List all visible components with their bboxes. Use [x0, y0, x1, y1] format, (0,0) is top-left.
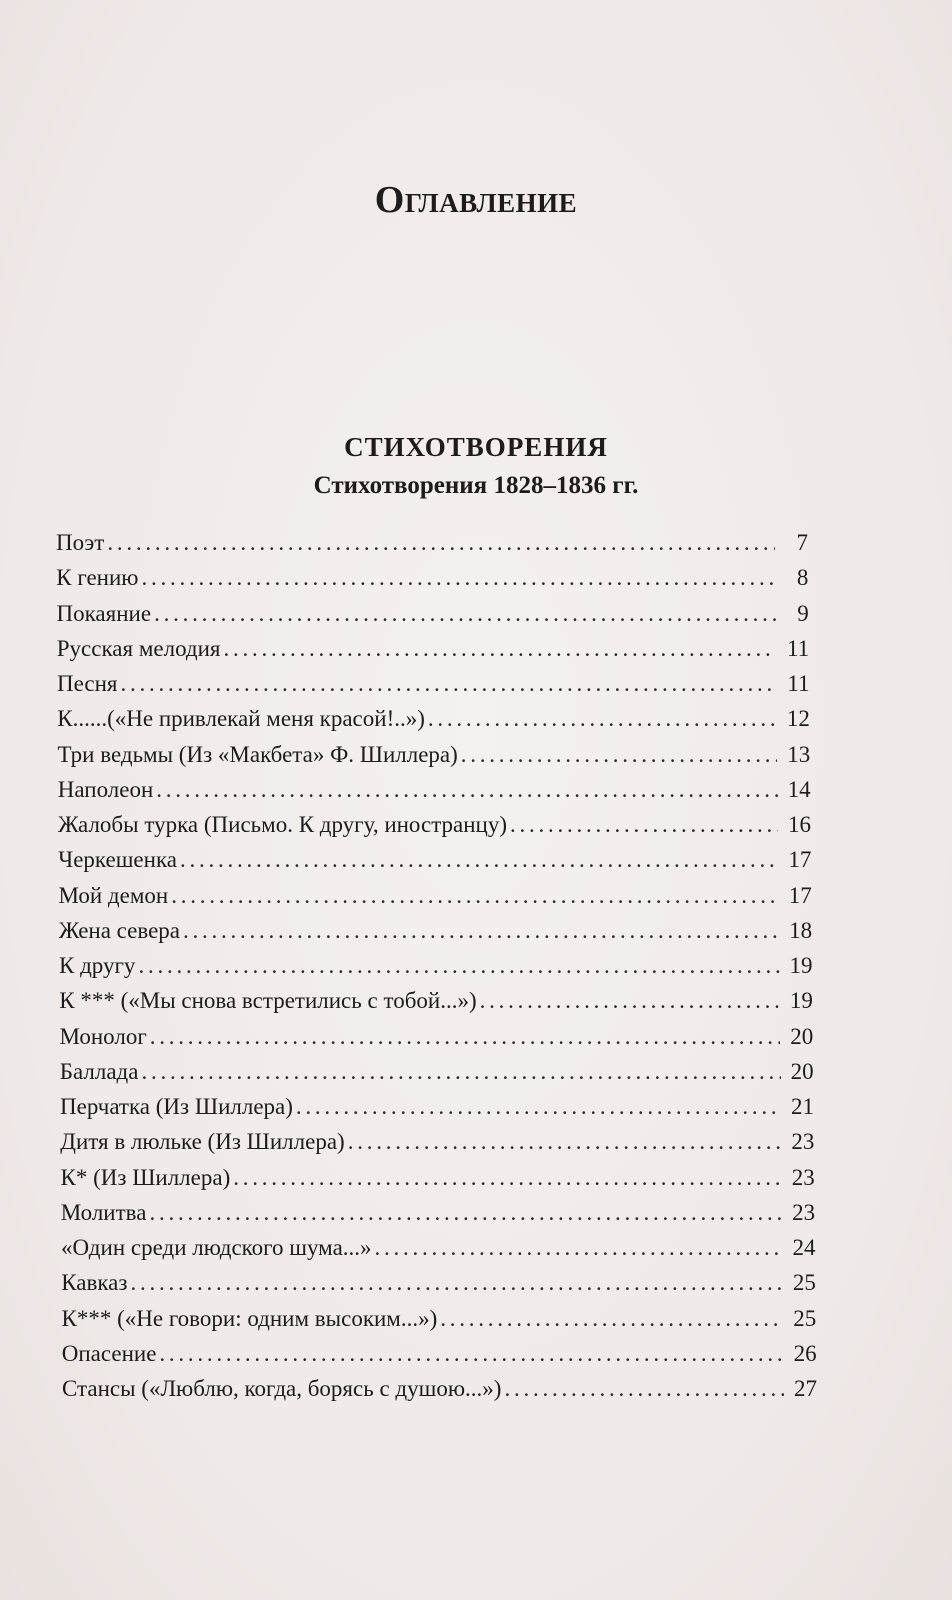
toc-leader-dots	[141, 1057, 780, 1087]
toc-entry-title: Жена севера	[58, 917, 181, 943]
toc-entry-title: К другу	[59, 953, 136, 978]
toc-entry	[58, 845, 811, 875]
toc-entry-title: К гению	[56, 565, 139, 591]
toc-entry-page: 17	[788, 882, 812, 908]
toc-entry	[57, 704, 810, 734]
toc-entry-title: Опасение	[61, 1340, 157, 1366]
toc-leader-dots	[149, 1198, 782, 1228]
toc-entry-page: 19	[789, 953, 813, 978]
toc-entry-title: К* (Из Шиллера)	[60, 1164, 231, 1190]
toc-entry-page: 11	[787, 671, 810, 696]
toc-entry-title: К......(«Не привлекай меня красой!..»)	[57, 706, 425, 732]
toc-entry-page: 9	[797, 600, 809, 626]
toc-entry-title: Жалобы турка (Письмо. К другу, иностранцу)	[58, 812, 508, 837]
toc-leader-dots	[130, 1268, 782, 1298]
toc-entry-page: 13	[787, 741, 811, 767]
toc-leader-dots	[159, 1339, 783, 1369]
toc-entry-page: 16	[788, 812, 811, 837]
toc-entry	[59, 881, 812, 911]
toc-entry-page: 11	[786, 635, 810, 661]
toc-entry-page: 23	[791, 1164, 815, 1190]
subsection-title: Стихотворения 1828–1836 гг.	[313, 472, 639, 499]
toc-entry-title: Песня	[57, 671, 118, 696]
toc-entry	[59, 986, 813, 1016]
toc-entry	[57, 634, 809, 664]
toc-leader-dots	[233, 1163, 782, 1193]
toc-entry-title: Баллада	[59, 1058, 139, 1084]
toc-entry-page: 27	[794, 1376, 817, 1401]
toc-entry-title: К *** («Мы снова встретились с тобой...»)	[59, 988, 477, 1014]
toc-entry-title: К*** («Не говори: одним высоким...»)	[61, 1305, 438, 1331]
toc-entry	[58, 810, 811, 840]
toc-leader-dots	[348, 1127, 782, 1157]
toc-entry-page: 7	[796, 530, 808, 555]
toc-entry-page: 8	[796, 565, 809, 591]
toc-entry-page: 26	[793, 1340, 817, 1366]
toc-entry	[62, 1304, 817, 1334]
toc-entry-page: 19	[789, 988, 813, 1014]
toc-entry	[62, 1339, 817, 1369]
toc-leader-dots	[461, 740, 777, 770]
toc-entry	[58, 740, 811, 770]
section-title: СТИХОТВОРЕНИЯ	[344, 432, 608, 462]
toc-entry-title: Наполеон	[57, 776, 154, 802]
toc-entry-page: 21	[791, 1094, 814, 1119]
toc-entry	[59, 916, 812, 946]
toc-leader-dots	[480, 986, 780, 1016]
toc-entry-title: Русская мелодия	[56, 635, 221, 661]
toc-entry	[56, 528, 808, 558]
toc-entry	[58, 775, 811, 805]
toc-leader-dots	[154, 599, 776, 629]
toc-entry-page: 12	[786, 706, 810, 732]
toc-entry	[57, 599, 809, 629]
toc-leader-dots	[107, 528, 775, 558]
toc-entry	[60, 1022, 814, 1052]
toc-entry-title: Черкешенка	[58, 847, 177, 873]
toc-entry-title: Кавказ	[61, 1270, 128, 1296]
toc-entry-page: 24	[792, 1235, 816, 1260]
toc-leader-dots	[150, 1022, 780, 1052]
toc-entry-page: 25	[792, 1270, 816, 1296]
toc-entry	[60, 1127, 814, 1157]
toc-entry-title: Покаяние	[56, 600, 152, 626]
toc-entry-page: 20	[790, 1058, 814, 1084]
toc-entry-page: 20	[790, 1023, 814, 1049]
toc-entry	[61, 1233, 816, 1263]
toc-leader-dots	[296, 1092, 781, 1122]
toc-entry-title: Поэт	[56, 530, 105, 555]
toc-leader-dots	[180, 845, 778, 875]
toc-entry-title: Мой демон	[58, 882, 169, 908]
toc-leader-dots	[510, 810, 778, 840]
toc-entry-page: 23	[792, 1199, 816, 1225]
toc-entry	[62, 1374, 817, 1404]
page-title: Оглавление	[374, 179, 578, 221]
toc-leader-dots	[141, 563, 775, 593]
toc-leader-dots	[171, 881, 779, 911]
toc-entry	[60, 1057, 814, 1087]
toc-entry	[59, 951, 813, 981]
toc-leader-dots	[504, 1374, 784, 1404]
toc-entry-page: 25	[793, 1305, 817, 1331]
toc-entry	[61, 1268, 816, 1298]
toc-entry	[57, 669, 810, 699]
toc-entry-title: Молитва	[60, 1199, 147, 1225]
toc-leader-dots	[375, 1233, 783, 1263]
toc-entry-page: 17	[788, 847, 812, 873]
toc-leader-dots	[440, 1304, 783, 1334]
toc-leader-dots	[183, 916, 779, 946]
toc-entry-title: Монолог	[59, 1023, 147, 1049]
toc-entry-page: 23	[791, 1129, 815, 1155]
toc-entry-title: Дитя в люльке (Из Шиллера)	[60, 1129, 345, 1155]
toc-entry-title: «Один среди людского шума...»	[61, 1235, 372, 1260]
toc-leader-dots	[428, 704, 777, 734]
toc-entry-page: 18	[789, 917, 813, 943]
toc-entry-page: 14	[787, 776, 811, 802]
toc-entry	[61, 1163, 815, 1193]
toc-leader-dots	[121, 669, 777, 699]
toc-entry-title: Три ведьмы (Из «Макбета» Ф. Шиллера)	[57, 741, 458, 767]
toc-entry	[61, 1198, 815, 1228]
toc-leader-dots	[224, 634, 777, 664]
toc-leader-dots	[156, 775, 777, 805]
toc-entry	[56, 563, 808, 593]
toc-entry-title: Перчатка (Из Шиллера)	[60, 1094, 293, 1119]
toc-entry-title: Стансы («Люблю, когда, борясь с душою...»)	[62, 1376, 502, 1401]
toc-entry	[60, 1092, 814, 1122]
toc-leader-dots	[138, 951, 779, 981]
